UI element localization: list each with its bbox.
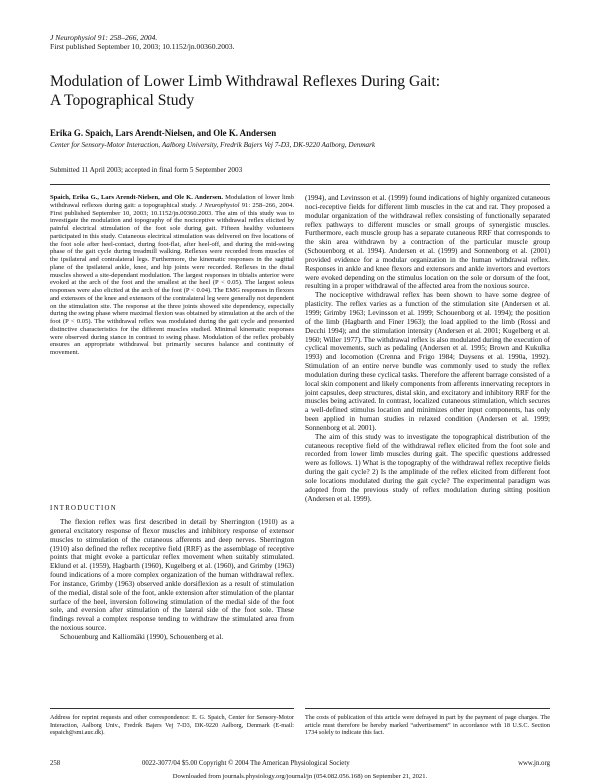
publication-info: First published September 10, 2003; 10.1152/jn.00360.2003. xyxy=(50,42,235,51)
author-list: Erika G. Spaich, Lars Arendt-Nielsen, and Ole K. Andersen xyxy=(50,128,277,138)
title-line-2: A Topographical Study xyxy=(50,92,195,109)
journal-website[interactable]: www.jn.org xyxy=(518,760,550,767)
abstract-title: Modulation of lower limb withdrawal reflexes during gait: a topographical study. xyxy=(50,194,295,209)
section-heading-introduction: INTRODUCTION xyxy=(50,505,117,512)
footnote-divider-right xyxy=(305,708,550,709)
intro-paragraph-3: The nociceptive withdrawal reflex has been shown to have some degree of plasticity. The reflex varies as a function of the stimulation site (Andersen et al. 1999; Grimby 1963; Levinsson et al. 1999; Schouenborg et al. 1994); the position of the limb (Hagbarth and Finer 1963); the load applied to the limb (Rossi and Decchi 1994); and the stimulation intensity (Andersen et al. 2001; Kugelberg et al. 1960; Willer 1977). The withdrawal reflex is also modulated during the execution of cyclical movements, such as pedaling (Andersen et al. 1995; Brown and Kukulka 1993) and locomotion (Crenna and Frigo 1984; Duysens et al. 1990a, 1992). Stimulation of an entire nerve bundle was commonly used to study the reflex modulation during these cyclical tasks. Therefore the afferent barrage consisted of a local skin component and likely components from afferents innervating receptors in joint capsules, deep structures, distal skin, and excitatory and inhibitory RRF for the muscles being activated. In contrast, localized cutaneous stimulation, which secures a well-defined stimulus location and minimizes other input components, has only been applied in human studies in relaxed condition (Andersen et al. 1999; Sonnenborg et al. 2001). xyxy=(305,291,550,432)
introduction-left-column xyxy=(50,518,294,642)
intro-paragraph-2-start: Schouenburg and Kalliomäki (1990), Schouenberg et al. xyxy=(60,632,224,641)
submission-dates: Submitted 11 April 2003; accepted in final form 5 September 2003 xyxy=(50,166,243,174)
author-affiliation: Center for Sensory-Motor Interaction, Aalborg University, Fredrik Bajers Vej 7-D3, DK-9220 Aalborg, Denmark xyxy=(50,141,376,149)
introduction-right-column xyxy=(305,194,550,504)
journal-header xyxy=(50,33,235,51)
abstract xyxy=(50,194,294,357)
footnote-divider-left xyxy=(50,708,294,709)
copyright-line: 0022-3077/04 $5.00 Copyright © 2004 The American Physiological Society xyxy=(142,760,350,767)
header-divider xyxy=(50,184,550,185)
page-charges-footnote: The costs of publication of this article were defrayed in part by the payment of page charges. The article must therefore be hereby marked “advertisement” in accordance with 18 U.S.C. Section 1734 solely to indicate this fact. xyxy=(305,714,550,736)
journal-citation: J Neurophysiol 91: 258–266, 2004. xyxy=(50,33,158,42)
intro-paragraph-2-cont: (1994), and Levinsson et al. (1999) found indications of highly organized cutaneous noci-receptive fields for different limb muscles in the cat and rat. They proposed a modular organization of the withdrawal reflex consisting of functionally separated reflex pathways to different muscles or small groups of synergistic muscles. Furthermore, each muscle group has a separate cutaneous RRF that corresponds to the skin area withdrawn by a contraction of the particular muscle group (Schouenborg et al. 1994). Andersen et al. (1999) and Sonnenborg et al. (2001) provided evidence for a modular organization in the human withdrawal reflex. Responses in ankle and knee flexors and extensors and ankle invertors and evertors were evoked depending on the stimulus location on the sole or dorsum of the foot, resulting in a proper withdrawal of the affected area from the noxious source. xyxy=(305,194,550,291)
intro-paragraph-4: The aim of this study was to investigate the topographical distribution of the cutaneous receptive field of the withdrawal reflex elicited from the foot sole and recorded from lower limb muscles during gait. The specific questions addressed were as follows. 1) What is the topography of the withdrawal reflex receptive fields during the gait cycle? 2) Is the amplitude of the reflex elicited from different foot sole locations modulated during the gait cycle? The experimental paradigm was adopted from the previous study of reflex modulation during sitting position (Andersen et al. 1999). xyxy=(305,432,550,503)
intro-paragraph-1: The flexion reflex was first described in detail by Sherrington (1910) as a general excitatory response of flexor muscles and inhibitory response of extensor muscles to stimulation of the cutaneous afferents and deep nerves. Sherrington (1910) also defined the reflex receptive field (RRF) as the assemblage of receptive points that might evoke a particular reflex movement when suitably stimulated. Eklund et al. (1959), Hagbarth (1960), Kugelberg et al. (1960), and Grimby (1963) found indications of a more complex organization of the human withdrawal reflex. For instance, Grimby (1963) observed ankle dorsiflexion as a result of stimulation of the medial, distal sole of the foot, ankle extension after stimulation of the plantar surface of the heel, inversion following stimulation of the medial side of the foot sole, and eversion after stimulation of the lateral side of the foot sole. These findings reveal a complex response tending to withdraw the stimulated area from the noxious source. xyxy=(50,518,294,633)
abstract-body: 91: 258–266, 2004. First published September 10, 2003; 10.1152/jn.00360.2003. The aim of this study was to investigate the modulation and topography of the nociceptive withdrawal reflex elicited by painful electrical stimulation of the foot sole during gait. Fifteen healthy volunteers participated in this study. Cutaneous electrical stimulation was delivered on five locations of the foot sole after heel-contact, during foot-flat, after heel-off, and during the mid-swing phase of the gait cycle during treadmill walking. Reflexes were recorded from muscles of the ipsilateral and contralateral legs. Furthermore, the kinematic responses in the sagittal plane of the ipsilateral ankle, knee, and hip joints were recorded. Reflexes in the distal muscles showed a site-dependant modulation. The largest responses in tibialis anterior were evoked at the arch of the foot and the smallest at the heel (P < 0.05). The largest soleus responses were also elicited at the arch of the foot (P < 0.04). The EMG responses in flexors and extensors of the knee and extensors of the contralateral leg were generally not dependent on the stimulation site. The response at the three joints showed site dependency, especially during the swing phase where maximal flexion was obtained by stimulation at the arch of the foot (P < 0.05). The withdrawal reflex was modulated during the gait cycle and presented distinctive characteristics for the different muscles studied. Minimal kinematic responses were observed during stance in contrast to swing phase. Modulation of the reflex probably ensures an appropriate withdrawal but primarily secures balance and continuity of movement. xyxy=(50,201,294,356)
page-number: 258 xyxy=(50,760,61,767)
abstract-authors: Spaich, Erika G., Lars Arendt-Nielsen, and Ole K. Andersen. xyxy=(50,194,224,201)
abstract-journal: J Neurophysiol xyxy=(199,201,240,209)
correspondence-footnote: Address for reprint requests and other correspondence: E. G. Spaich, Center for Sensory-Motor Interaction, Aalborg Univ., Fredrik Bajers Vej 7-D3, DK-9220 Aalborg, Denmark (E-mail: espaich@smi.auc.dk). xyxy=(50,714,294,736)
title-line-1: Modulation of Lower Limb Withdrawal Reflexes During Gait: xyxy=(50,73,441,90)
article-title xyxy=(50,72,570,110)
download-notice: Downloaded from journals.physiology.org/journal/jn (054.082.056.168) on September 21, 2021. xyxy=(172,773,428,780)
